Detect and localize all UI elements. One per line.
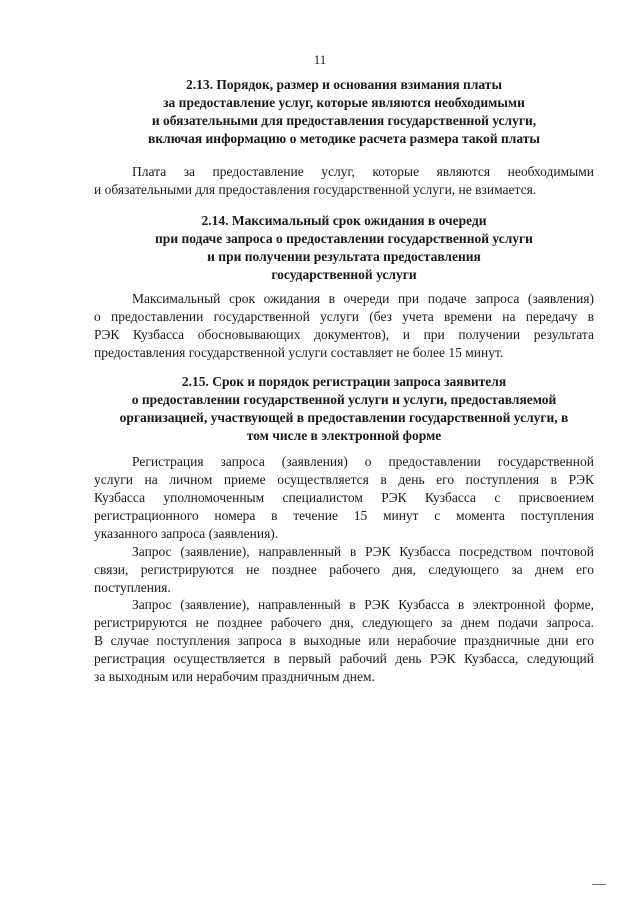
section-2-14-paragraph — [94, 290, 594, 362]
paragraph-line: указанного запроса (заявления). — [94, 526, 279, 541]
heading-line: организацией, участвующей в предоставлении государственной услуги, в — [119, 410, 569, 425]
paragraph-line: поступления. — [94, 580, 171, 595]
paragraph-line: Максимальный срок ожидания в очереди при подаче запроса (заявления) — [132, 291, 594, 306]
heading-line: и при получении результата предоставления — [207, 249, 481, 264]
paragraph-line: регистрационного номера в течение 15 минут с момента поступления — [94, 508, 594, 523]
heading-line: о предоставлении государственной услуги и услуги, предоставляемой — [131, 392, 557, 407]
section-2-15-paragraph-2 — [94, 543, 594, 597]
heading-line: том числе в электронной форме — [246, 428, 442, 443]
paragraph-line: о предоставлении государственной услуги (без учета времени на передачу в — [94, 309, 594, 324]
paragraph-line: Запрос (заявление), направленный в РЭК Кузбасса в электронной форме, — [132, 597, 594, 612]
heading-line: включая информацию о методике расчета размера такой платы — [148, 131, 540, 146]
paragraph-line: РЭК Кузбасса обосновывающих документов), и при получении результата — [94, 327, 594, 342]
paragraph-line: Кузбасса уполномоченным специалистом РЭК Кузбасса с присвоением — [94, 490, 594, 505]
paragraph-line: В случае поступления запроса в выходные или нерабочие праздничные дни его — [94, 633, 594, 648]
paragraph-line: Регистрация запроса (заявления) о предоставлении государственной — [132, 454, 594, 469]
section-2-15-heading — [94, 373, 594, 445]
scan-mark — [592, 884, 606, 885]
page-number: 11 — [313, 52, 327, 67]
section-2-15-paragraph-3 — [94, 596, 594, 686]
heading-line: государственной услуги — [271, 267, 417, 282]
paragraph-line: Запрос (заявление), направленный в РЭК Кузбасса посредством почтовой — [132, 544, 594, 559]
paragraph-line: услуги на личном приеме осуществляется в день его поступления в РЭК — [94, 472, 594, 487]
paragraph-line: Плата за предоставление услуг, которые являются необходимыми — [132, 164, 594, 179]
section-2-13-paragraph — [94, 163, 594, 199]
heading-line: 2.14. Максимальный срок ожидания в очереди — [201, 213, 487, 228]
paragraph-line: и обязательными для предоставления государственной услуги, не взимается. — [94, 182, 537, 197]
heading-line: 2.13. Порядок, размер и основания взимания платы — [186, 77, 502, 92]
section-2-13-heading — [94, 76, 594, 148]
paragraph-line: за выходным или нерабочим праздничным днем. — [94, 669, 375, 684]
heading-line: при подаче запроса о предоставлении государственной услуги — [155, 231, 533, 246]
paragraph-line: регистрация осуществляется в первый рабочий день РЭК Кузбасса, следующий — [94, 651, 594, 666]
section-2-15-paragraph-1 — [94, 453, 594, 543]
heading-line: и обязательными для предоставления государственной услуги, — [151, 113, 537, 128]
heading-line: 2.15. Срок и порядок регистрации запроса заявителя — [181, 374, 507, 389]
section-2-14-heading — [94, 212, 594, 284]
paragraph-line: регистрируются не позднее рабочего дня, следующего за днем подачи запроса. — [94, 615, 594, 630]
paragraph-line: связи, регистрируются не позднее рабочего дня, следующего за днем его — [94, 562, 594, 577]
heading-line: за предоставление услуг, которые являются необходимыми — [163, 95, 525, 110]
paragraph-line: предоставления государственной услуги составляет не более 15 минут. — [94, 345, 504, 360]
